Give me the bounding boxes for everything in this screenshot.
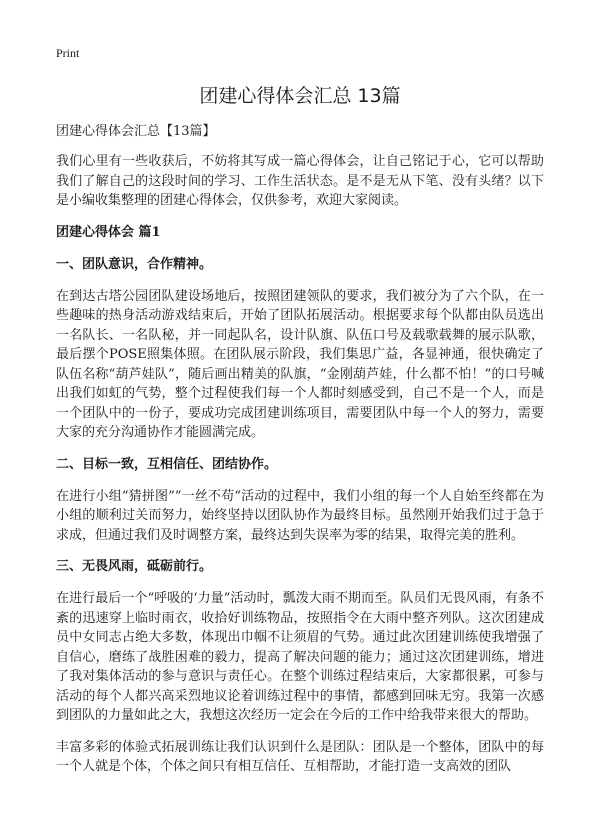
chapter-title: 团建心得体会 篇1 [56,224,161,240]
document-subtitle: 团建心得体会汇总【13篇】 [56,124,216,139]
section-body-3: 在进行最后一个“呼吸的‘力量”活动时，瓢泼大雨不期而至。队员们无畏风雨，有条不紊的迅速穿上临时雨衣，收拾好训练物品，按照指令在大雨中整齐列队。这次团建成员中女同志占绝大多数，体现出巾帼不让须眉的气势。通过此次团建训练使我增强了自信心，磨练了战胜困难的毅力，提高了解决问题的能力；通过这次团建训练，增进了我对集体活动的参与意识与责任心。在整个训练过程结束后，大家都很累，可参与活动的每个人都兴高采烈地议论着训练过程中的事情，都感到回味无穷。我第一次感到团队的力量如此之大，我想这次经历一定会在今后的工作中给我带来很大的帮助。 [56,591,544,723]
page-title: 团建心得体会汇总 13篇 [199,85,401,107]
section-heading-3: 三、无畏风雨，砥砺前行。 [56,559,213,574]
section-heading-2: 二、目标一致，互相信任、团结协作。 [56,456,278,472]
closing-paragraph: 丰富多彩的体验式拓展训练让我们认识到什么是团队：团队是一个整体，团队中的每一个人就是个体，个体之间只有相互信任、互相帮助，才能打造一支高效的团队 [56,739,544,774]
intro-paragraph: 我们心里有一些收获后，不妨将其写成一篇心得体会，让自己铭记于心，它可以帮助我们了解自己的这段时间的学习、工作生活状态。是不是无从下笔、没有头绪？以下是小编收集整理的团建心得体会，仅供参考，欢迎大家阅读。 [56,154,544,208]
section-body-1: 在到达古塔公园团队建设场地后，按照团建领队的要求，我们被分为了六个队，在一些趣味的热身活动游戏结束后，开始了团队拓展活动。根据要求每个队都由队员选出一名队长、一名队秘，并一同起队名，设计队旗、队伍口号及载歌载舞的展示队歌，最后摆个POSE照集体照。在团队展示阶段，我们集思广益，各显神通，很快确定了队伍名称“葫芦娃队”，随后画出精美的队旗，“金刚葫芦娃，什么都不怕！”的口号喊出我们如虹的气势，整个过程使我们每一个人都时刻感受到，自己不是一个人，而是一个团队中的一份子，要成功完成团建训练项目，需要团队中每一个人的努力，需要大家的充分沟通协作才能圆满完成。 [56,288,544,440]
section-body-2: 在进行小组“猜拼图””一丝不苟“活动的过程中，我们小组的每一个人自始至终都在为小组的顺利过关而努力，始终坚持以团队协作为最终目标。虽然刚开始我们过于急于求成，但通过我们及时调整方案，最终达到失误率为零的结果，取得完美的胜利。 [56,488,544,543]
section-heading-1: 一、团队意识，合作精神。 [56,256,213,272]
print-label: Print [56,46,80,60]
